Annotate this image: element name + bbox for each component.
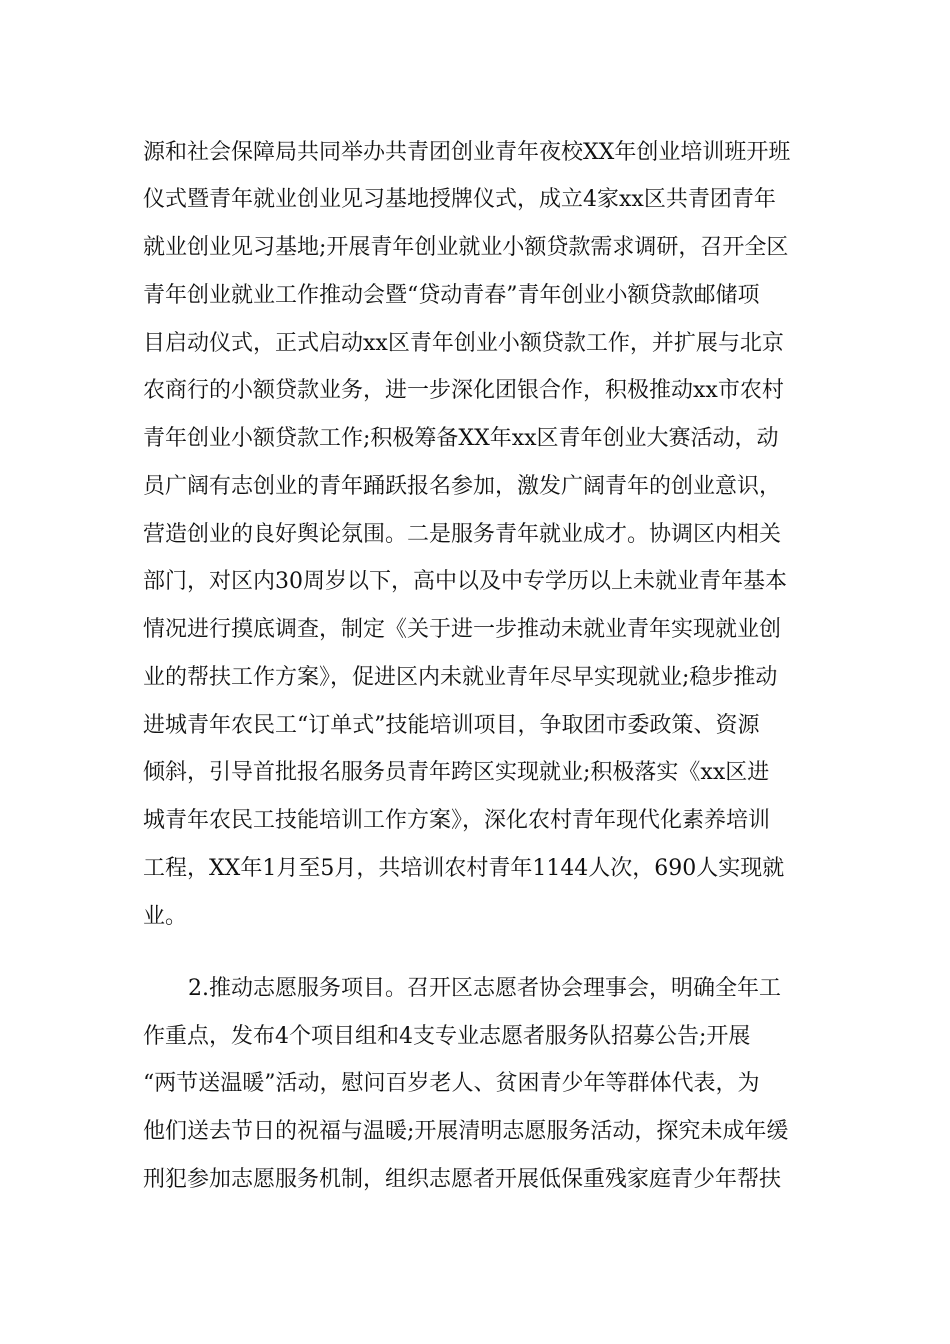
- text-line: 青年创业就业工作推动会暨“贷动青春”青年创业小额贷款邮储项: [143, 283, 760, 308]
- text-line: 城青年农民工技能培训工作方案》，深化农村青年现代化素养培训: [143, 808, 771, 833]
- text-line: 他们送去节日的祝福与温暖;开展清明志愿服务活动，探究未成年缓: [143, 1119, 789, 1144]
- text-line: 业。: [143, 904, 188, 929]
- paragraph-first-line: 2.推动志愿服务项目。召开区志愿者协会理事会，明确全年工: [188, 976, 781, 1001]
- text-line: 就业创业见习基地;开展青年创业就业小额贷款需求调研，召开全区: [143, 235, 789, 260]
- text-line: 目启动仪式，正式启动xx区青年创业小额贷款工作，并扩展与北京: [143, 331, 784, 356]
- text-line: 工程，XX年1月至5月，共培训农村青年1144人次，690人实现就: [143, 856, 785, 881]
- text-line: 作重点，发布4个项目组和4支专业志愿者服务队招募公告;开展: [143, 1024, 751, 1049]
- text-line: 青年创业小额贷款工作;积极筹备XX年xx区青年创业大赛活动，动: [143, 426, 779, 451]
- text-line: “两节送温暖”活动，慰问百岁老人、贫困青少年等群体代表，为: [143, 1071, 760, 1096]
- text-line: 情况进行摸底调查，制定《关于进一步推动未就业青年实现就业创: [143, 617, 782, 642]
- text-line: 刑犯参加志愿服务机制，组织志愿者开展低保重残家庭青少年帮扶: [143, 1167, 782, 1192]
- text-line: 营造创业的良好舆论氛围。二是服务青年就业成才。协调区内相关: [143, 522, 782, 547]
- text-line: 农商行的小额贷款业务，进一步深化团银合作，积极推动xx市农村: [143, 378, 784, 403]
- text-line: 部门，对区内30周岁以下，高中以及中专学历以上未就业青年基本: [143, 569, 787, 594]
- text-line: 仪式暨青年就业创业见习基地授牌仪式，成立4家xx区共青团青年: [143, 187, 776, 212]
- text-line: 倾斜，引导首批报名服务员青年跨区实现就业;积极落实《xx区进: [143, 760, 770, 785]
- text-line: 员广阔有志创业的青年踊跃报名参加，激发广阔青年的创业意识，: [143, 474, 782, 499]
- text-line: 进城青年农民工“订单式”技能培训项目，争取团市委政策、资源: [143, 713, 760, 738]
- text-line: 源和社会保障局共同举办共青团创业青年夜校XX年创业培训班开班: [143, 140, 791, 165]
- text-line: 业的帮扶工作方案》，促进区内未就业青年尽早实现就业;稳步推动: [143, 665, 778, 690]
